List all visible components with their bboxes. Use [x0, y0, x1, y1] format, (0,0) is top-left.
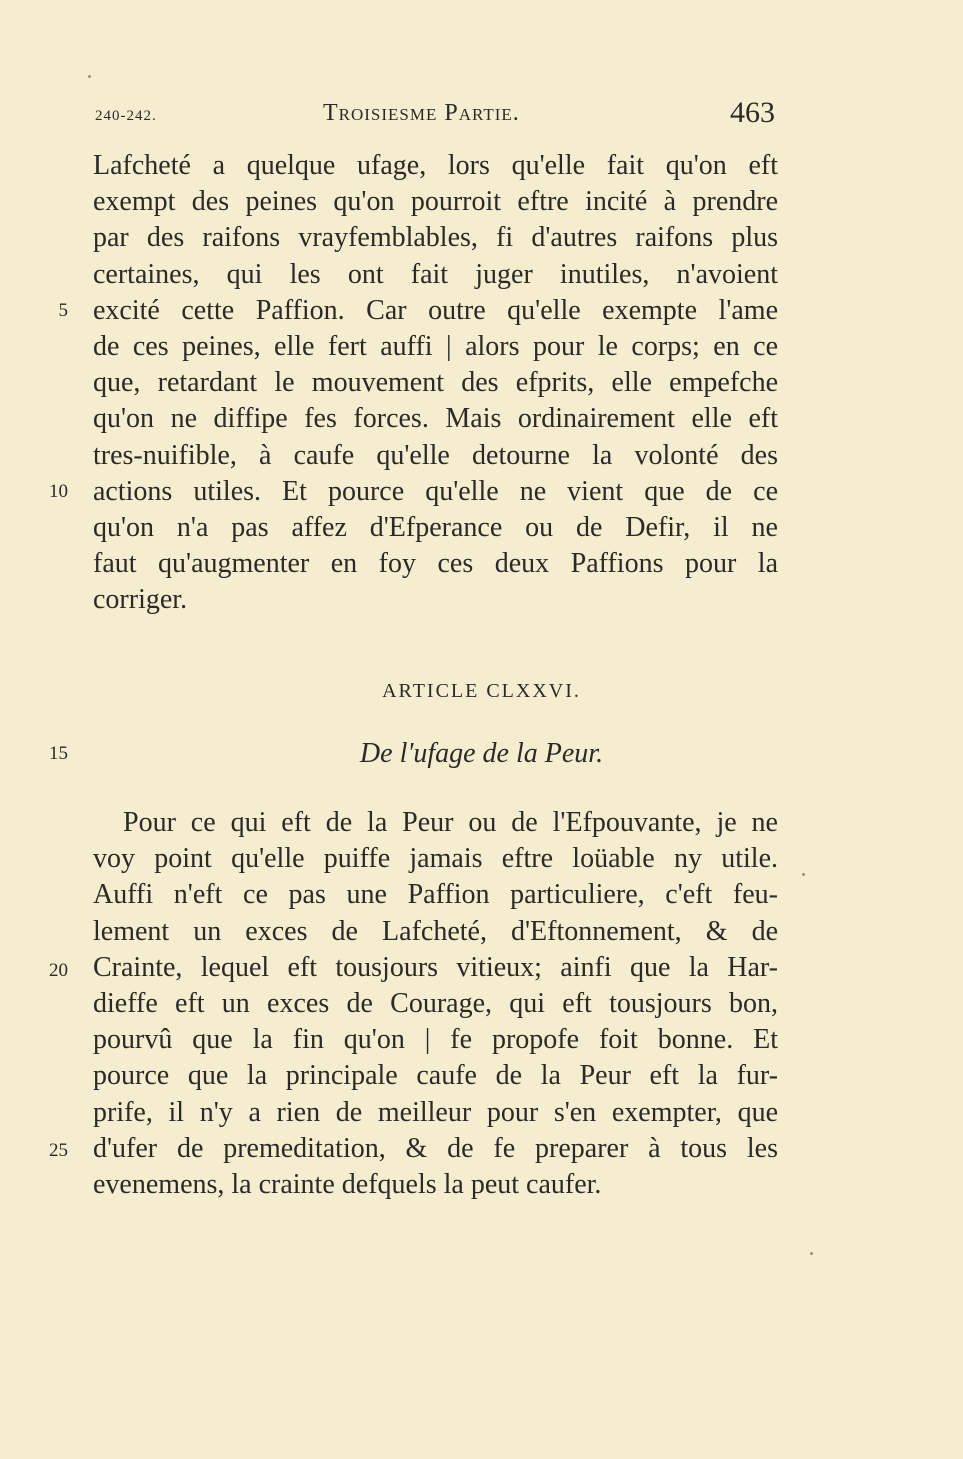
line-number-25: 25: [49, 1140, 68, 1161]
text-line: dieffe eft un exces de Courage, qui eft tousjours bon,: [93, 987, 778, 1019]
text-line: actions utiles. Et pource qu'elle ne vient que de ce: [93, 475, 778, 507]
article-range: 240-242.: [95, 108, 157, 124]
text-line: d'ufer de premeditation, & de fe preparer à tous les: [93, 1132, 778, 1164]
running-title: Troisiesme Partie.: [323, 100, 520, 126]
page-header: [93, 96, 783, 136]
text-line: prife, il n'y a rien de meilleur pour s'en exempter, que: [93, 1096, 778, 1128]
text-line: Lafcheté a quelque ufage, lors qu'elle fait qu'on eft: [93, 150, 778, 181]
article-title: De l'ufage de la Peur.: [359, 738, 604, 769]
text-line: lement un exces de Lafcheté, d'Eftonnement, & de: [93, 915, 778, 947]
line-number-15: 15: [49, 743, 68, 764]
paragraph-peur: [93, 805, 778, 1203]
text-line: faut qu'augmenter en foy ces deux Paffions pour la: [93, 548, 778, 580]
paragraph-lachete: [93, 148, 778, 618]
text-line: tres-nuifible, à caufe qu'elle detourne la volonté des: [93, 439, 778, 471]
text-line: Crainte, lequel eft tousjours vitieux; ainfi que la Har-: [93, 951, 778, 983]
article-heading: ARTICLE CLXXVI.: [382, 680, 581, 702]
ink-speck: [802, 873, 805, 876]
line-number-5: 5: [58, 300, 68, 321]
ink-speck: [88, 75, 91, 78]
text-line: Auffi n'eft ce pas une Paffion particuliere, c'eft feu-: [93, 879, 778, 911]
text-line: corriger.: [93, 584, 188, 616]
text-line: pourvû que la fin qu'on | fe propofe foit bonne. Et: [93, 1024, 778, 1056]
text-line: pource que la principale caufe de la Peur eft la fur-: [93, 1060, 778, 1092]
text-line: evenemens, la crainte defquels la peut caufer.: [93, 1168, 602, 1200]
ink-speck: [810, 1252, 813, 1255]
text-line: exempt des peines qu'on pourroit eftre incité à prendre: [93, 186, 778, 218]
text-line: certaines, qui les ont fait juger inutiles, n'avoient: [93, 258, 778, 290]
line-number-10: 10: [49, 481, 68, 502]
text-line: de ces peines, elle fert auffi | alors pour le corps; en ce: [93, 330, 778, 362]
text-line: par des raifons vrayfemblables, fi d'autres raifons plus: [93, 222, 778, 254]
text-line: qu'on n'a pas affez d'Efperance ou de Defir, il ne: [93, 511, 778, 543]
page-number: 463: [730, 96, 775, 129]
text-line: voy point qu'elle puiffe jamais eftre loüable ny utile.: [93, 843, 778, 875]
text-line: excité cette Paffion. Car outre qu'elle exempte l'ame: [93, 294, 778, 326]
line-number-20: 20: [49, 960, 68, 981]
text-line: que, retardant le mouvement des efprits, elle empefche: [93, 367, 778, 399]
text-line: qu'on ne diffipe fes forces. Mais ordinairement elle eft: [93, 403, 778, 435]
text-line: Pour ce qui eft de la Peur ou de l'Efpouvante, je ne: [123, 807, 778, 838]
